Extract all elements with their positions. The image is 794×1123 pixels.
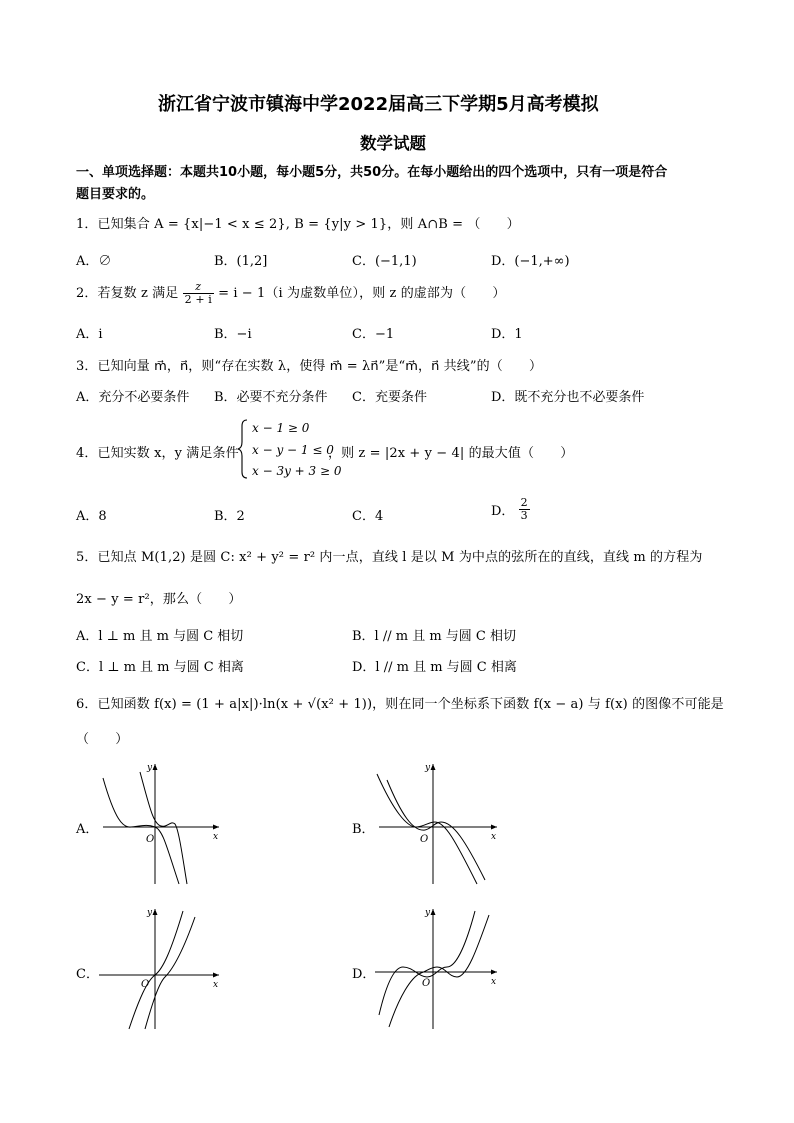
- q5-option-b: B．l // m 且 m 与圆 C 相切: [352, 629, 516, 644]
- graph-a-curve-1: [103, 778, 179, 884]
- graph-d-x-arrow: [491, 970, 497, 975]
- q1-option-a: A．∅: [76, 254, 112, 269]
- graph-c-curve-2: [145, 917, 195, 1029]
- page-title: 浙江省宁波市镇海中学2022届高三下学期5月高考模拟: [158, 94, 599, 115]
- left-brace: [236, 418, 250, 480]
- graph-c: [95, 905, 225, 1033]
- graph-d-origin: O: [422, 978, 431, 989]
- graph-c-y-arrow: [153, 909, 158, 915]
- q4-stem-a: 4．已知实数 x，y 满足条件: [76, 446, 239, 461]
- question-5-stem: 5．已知点 M(1,2) 是圆 C: x² + y² = r² 内一点，直线 l 是以 M 为中点的弦所在的直线，直线 m 的方程为: [76, 550, 703, 565]
- graph-d-x-label: x: [491, 977, 497, 987]
- q1-option-b: B．(1,2]: [214, 254, 268, 269]
- graph-b-label: B．: [352, 822, 375, 837]
- page-subtitle: 数学试题: [360, 134, 426, 153]
- q4-option-d-frac: [519, 497, 530, 522]
- q4-option-c: C．4: [352, 509, 384, 524]
- q4-option-d: [491, 497, 530, 522]
- q4-condition-2: x − y − 1 ≤ 0: [252, 443, 334, 457]
- question-5-stem-cont: 2x − y = r²，那么（ ）: [76, 592, 242, 607]
- graph-a-label: A．: [76, 822, 99, 837]
- q3-option-b: B．必要不充分条件: [214, 390, 328, 405]
- q4-option-a: A．8: [76, 509, 107, 524]
- q2-frac-den: 2 + i: [184, 293, 212, 306]
- graph-d-label: D．: [352, 967, 376, 982]
- graph-b: [373, 760, 503, 888]
- graph-a-x-arrow: [213, 825, 219, 830]
- q4-d-num: 2: [520, 496, 528, 509]
- graph-c-label: C．: [76, 967, 99, 982]
- graph-d-y-arrow: [431, 909, 436, 915]
- graph-c-x-label: x: [213, 980, 219, 990]
- q5-option-c: C．l ⊥ m 且 m 与圆 C 相离: [76, 660, 244, 675]
- graph-a-origin: O: [146, 834, 155, 845]
- graph-b-origin: O: [420, 834, 429, 845]
- graph-b-curve-2: [387, 780, 485, 880]
- graph-a-x-label: x: [213, 832, 219, 842]
- graph-c-origin: O: [141, 979, 150, 990]
- q2-option-c: C．−1: [352, 327, 395, 342]
- graph-a-curve-2: [140, 772, 187, 884]
- question-2-stem: [76, 281, 506, 306]
- q4-option-d-label: D．: [491, 504, 515, 519]
- graph-b-x-arrow: [491, 825, 497, 830]
- q3-option-a: A．充分不必要条件: [76, 390, 190, 405]
- q4-stem-b: ，则 z = |2x + y − 4| 的最大值（ ）: [328, 446, 574, 461]
- graph-b-y-label: y: [425, 763, 431, 773]
- q3-option-c: C．充要条件: [352, 390, 427, 405]
- graph-c-x-arrow: [213, 973, 219, 978]
- graph-a-y-arrow: [153, 764, 158, 770]
- q4-d-den: 3: [520, 509, 528, 522]
- section-heading-cont: 题目要求的。: [76, 187, 155, 202]
- graph-a: [95, 760, 225, 888]
- q5-option-d: D．l // m 且 m 与圆 C 相离: [352, 660, 517, 675]
- graph-d-curve-1: [379, 911, 475, 1015]
- graph-d-y-label: y: [425, 908, 431, 918]
- q1-option-d: D．(−1,+∞): [491, 254, 570, 269]
- q2-option-b: B．−i: [214, 327, 252, 342]
- question-1-stem: 1．已知集合 A = {x|−1 < x ≤ 2}, B = {y|y > 1}，则 A∩B = （ ）: [76, 217, 520, 232]
- q2-stem-b: = i − 1（i 为虚数单位），则 z 的虚部为（ ）: [218, 286, 506, 301]
- graph-d: [373, 905, 503, 1033]
- question-6-stem: 6．已知函数 f(x) = (1 + a|x|)·ln(x + √(x² + 1))，则在同一个坐标系下函数 f(x − a) 与 f(x) 的图像不可能是: [76, 697, 724, 712]
- q5-option-a: A．l ⊥ m 且 m 与圆 C 相切: [76, 629, 244, 644]
- graph-b-x-label: x: [491, 832, 497, 842]
- section-heading: 一、单项选择题：本题共10小题，每小题5分，共50分。在每小题给出的四个选项中，只有一项是符合: [76, 165, 668, 180]
- q2-option-d: D．1: [491, 327, 523, 342]
- question-6-stem-cont: （ ）: [76, 732, 129, 747]
- q1-option-c: C．(−1,1): [352, 254, 417, 269]
- question-3-stem: 3．已知向量 m⃗，n⃗，则“存在实数 λ，使得 m⃗ = λn⃗”是“m⃗，n⃗ 共线”的（ ）: [76, 359, 543, 374]
- q3-option-d: D．既不充分也不必要条件: [491, 390, 645, 405]
- q2-fraction: [183, 281, 214, 306]
- q2-option-a: A．i: [76, 327, 103, 342]
- q2-frac-num: z: [183, 281, 214, 294]
- graph-b-y-arrow: [431, 764, 436, 770]
- q2-stem-a: 2．若复数 z 满足: [76, 286, 179, 301]
- graph-c-y-label: y: [147, 908, 153, 918]
- q4-condition-3: x − 3y + 3 ≥ 0: [252, 464, 342, 478]
- graph-c-curve-1: [129, 911, 183, 1029]
- graph-a-y-label: y: [147, 763, 153, 773]
- q4-option-b: B．2: [214, 509, 245, 524]
- q4-condition-1: x − 1 ≥ 0: [252, 421, 310, 435]
